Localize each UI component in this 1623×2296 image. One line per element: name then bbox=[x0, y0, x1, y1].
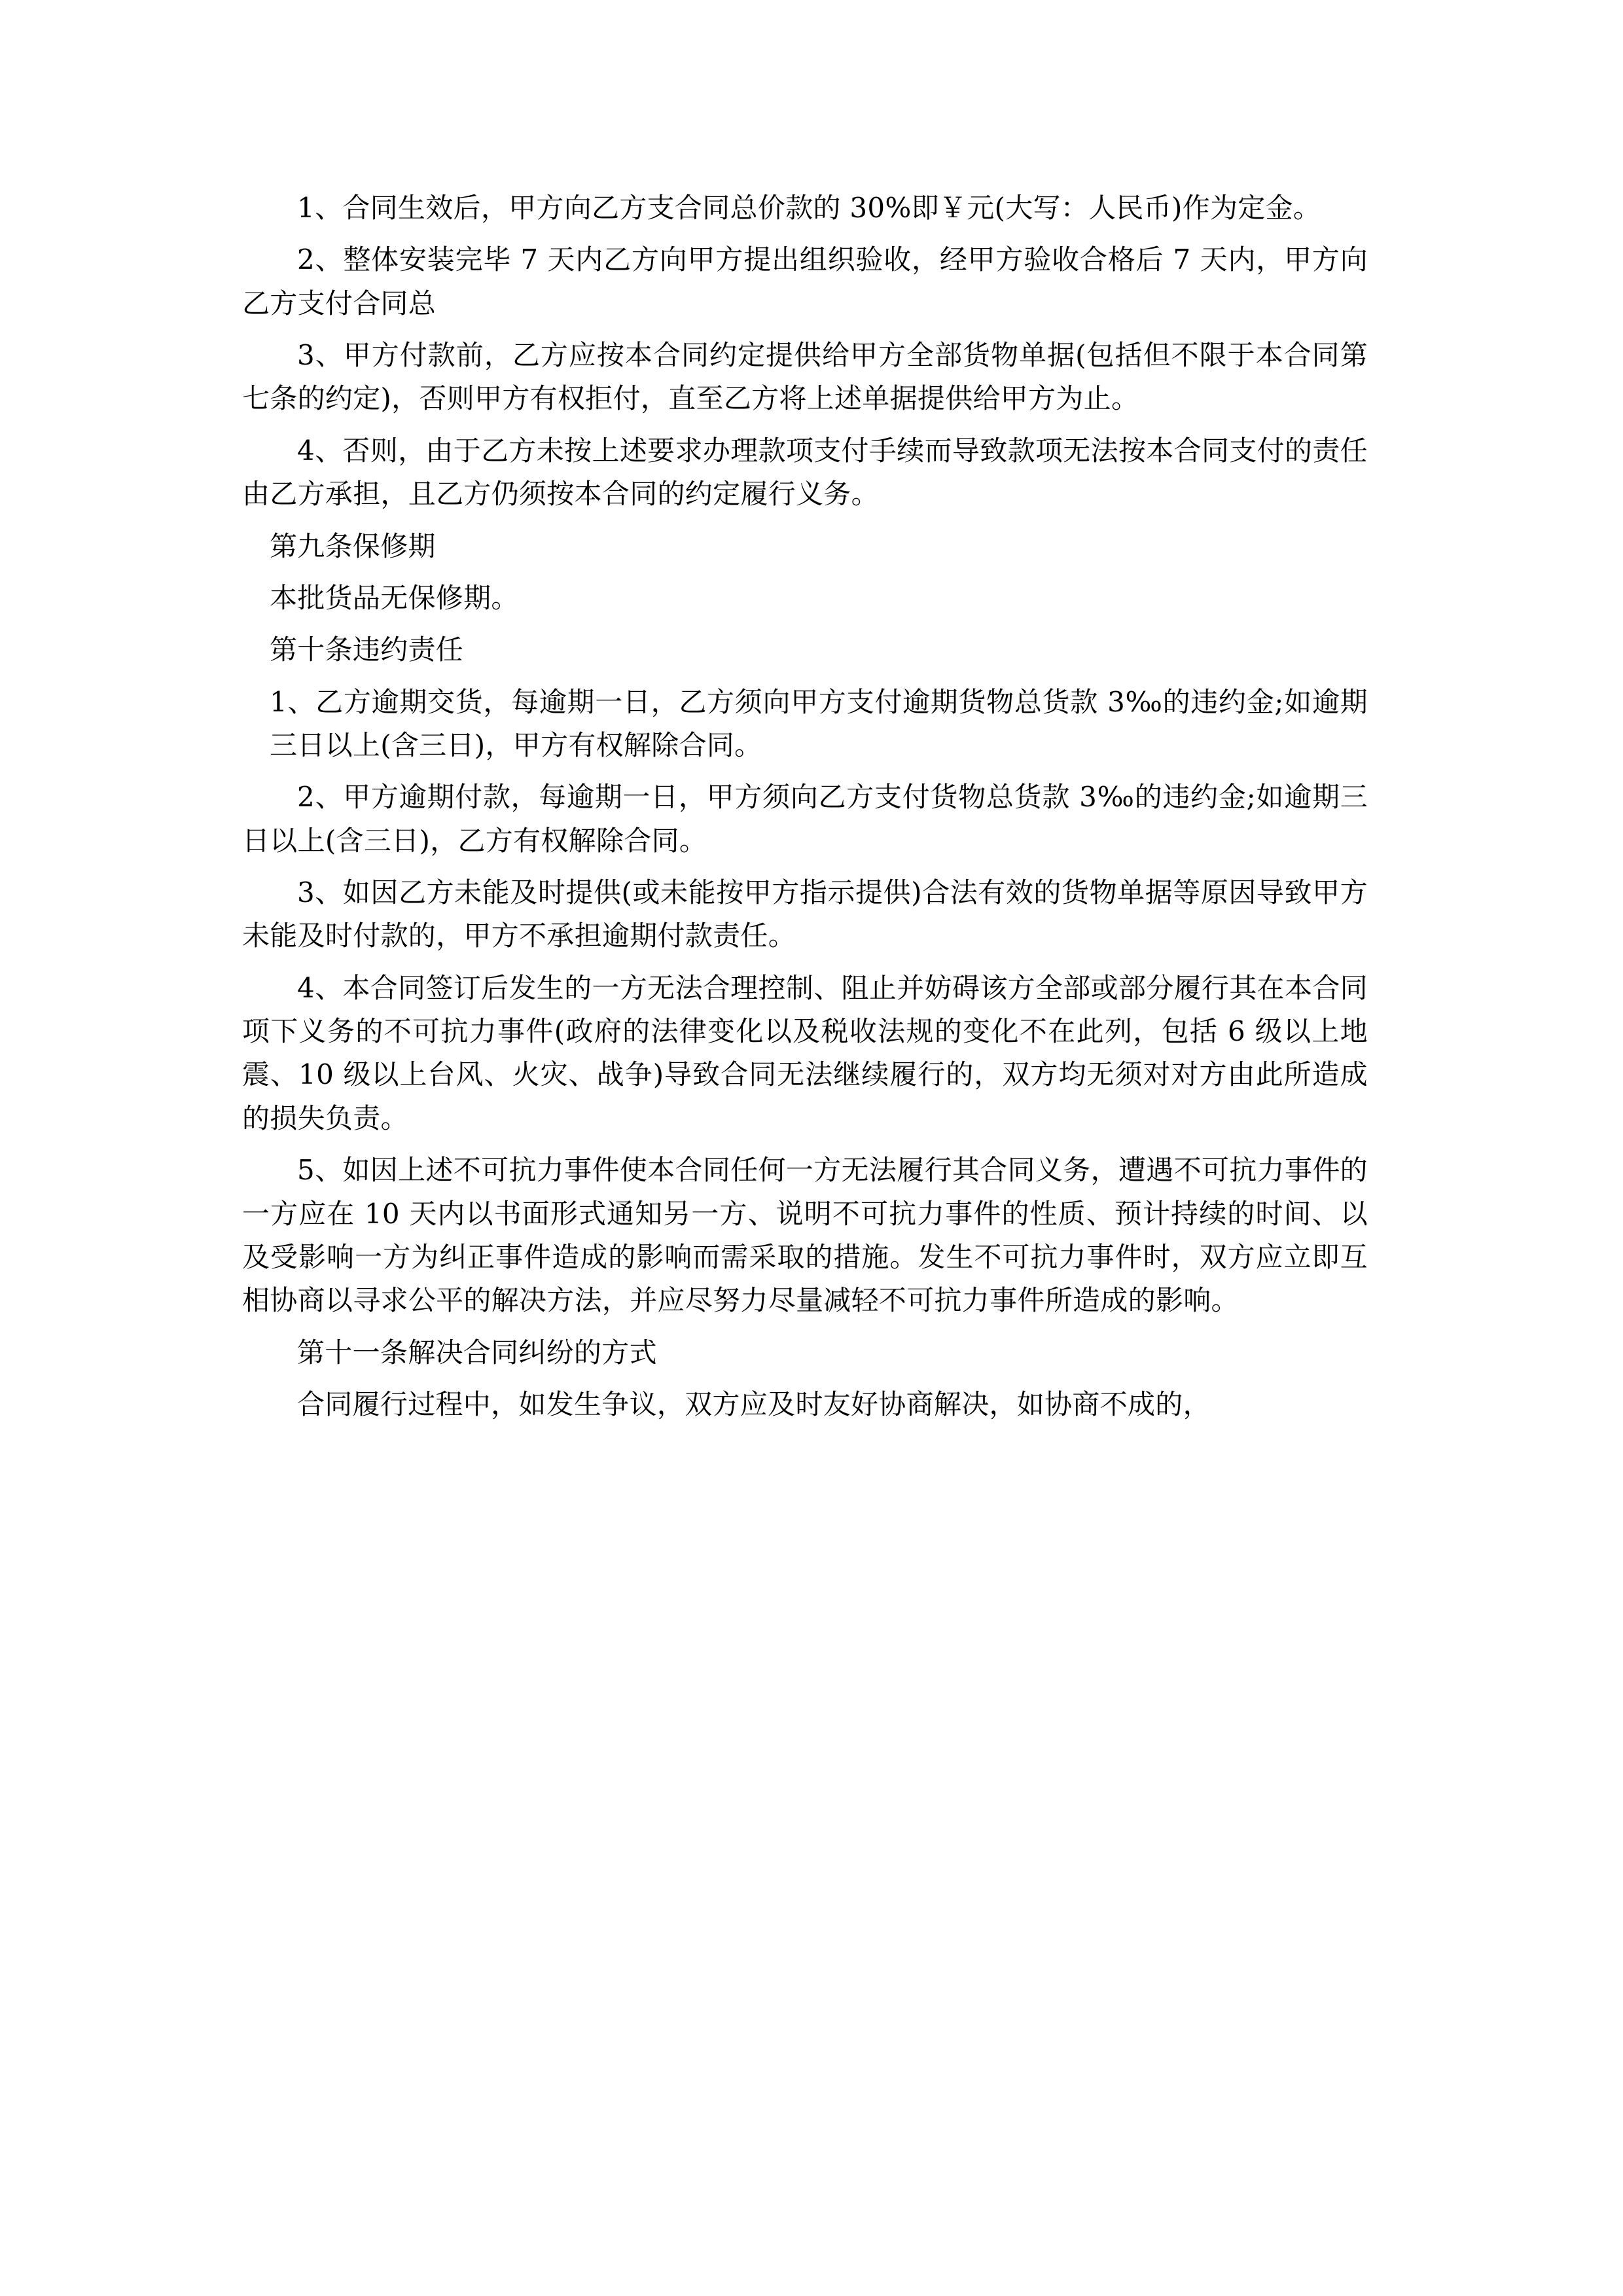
paragraph-clause-10-item-3: 3、如因乙方未能及时提供(或未能按甲方指示提供)合法有效的货物单据等原因导致甲方未能及时付款的，甲方不承担逾期付款责任。 bbox=[242, 876, 1368, 952]
paragraph-clause-9-body: 本批货品无保修期。 bbox=[270, 581, 519, 614]
paragraph-clause-10-item-5: 5、如因上述不可抗力事件使本合同任何一方无法履行其合同义务，遭遇不可抗力事件的一方应在 10 天内以书面形式通知另一方、说明不可抗力事件的性质、预计持续的时间、以及受影响一方为纠正事件造成的影响而需采取的措施。发生不可抗力事件时，双方应立即互相协商以寻求公平的解决方法，并应尽努力尽量减轻不可抗力事件所造成的影响。 bbox=[242, 1154, 1368, 1317]
heading-clause-9: 第九条保修期 bbox=[270, 529, 436, 562]
paragraph-clause-10-item-4: 4、本合同签订后发生的一方无法合理控制、阻止并妨碍该方全部或部分履行其在本合同项下义务的不可抗力事件(政府的法律变化以及税收法规的变化不在此列，包括 6 级以上地震、10 级以上台风、火灾、战争)导致合同无法继续履行的，双方均无须对对方由此所造成的损失负责。 bbox=[242, 971, 1368, 1134]
heading-clause-10: 第十条违约责任 bbox=[270, 634, 464, 666]
paragraph-clause-10-item-1: 1、乙方逾期交货，每逾期一日，乙方须向甲方支付逾期货物总货款 3‰的违约金;如逾期三日以上(含三日)，甲方有权解除合同。 bbox=[270, 685, 1368, 761]
paragraph-clause-8-item-3: 3、甲方付款前，乙方应按本合同约定提供给甲方全部货物单据(包括但不限于本合同第七条的约定)，否则甲方有权拒付，直至乙方将上述单据提供给甲方为止。 bbox=[242, 339, 1368, 415]
paragraph-clause-8-item-2: 2、整体安装完毕 7 天内乙方向甲方提出组织验收，经甲方验收合格后 7 天内，甲方向乙方支付合同总 bbox=[242, 243, 1368, 319]
paragraph-clause-10-item-2: 2、甲方逾期付款，每逾期一日，甲方须向乙方支付货物总货款 3‰的违约金;如逾期三日以上(含三日)，乙方有权解除合同。 bbox=[242, 781, 1368, 857]
heading-clause-11: 第十一条解决合同纠纷的方式 bbox=[297, 1336, 657, 1369]
paragraph-clause-11-body: 合同履行过程中，如发生争议，双方应及时友好协商解决，如协商不成的， bbox=[297, 1388, 1211, 1420]
paragraph-clause-8-item-4: 4、否则，由于乙方未按上述要求办理款项支付手续而导致款项无法按本合同支付的责任由乙方承担，且乙方仍须按本合同的约定履行义务。 bbox=[242, 434, 1368, 511]
document-body bbox=[242, 187, 1368, 1426]
paragraph-clause-8-item-1: 1、合同生效后，甲方向乙方支合同总价款的 30%即￥元(大写：人民币)作为定金。 bbox=[297, 192, 1321, 224]
